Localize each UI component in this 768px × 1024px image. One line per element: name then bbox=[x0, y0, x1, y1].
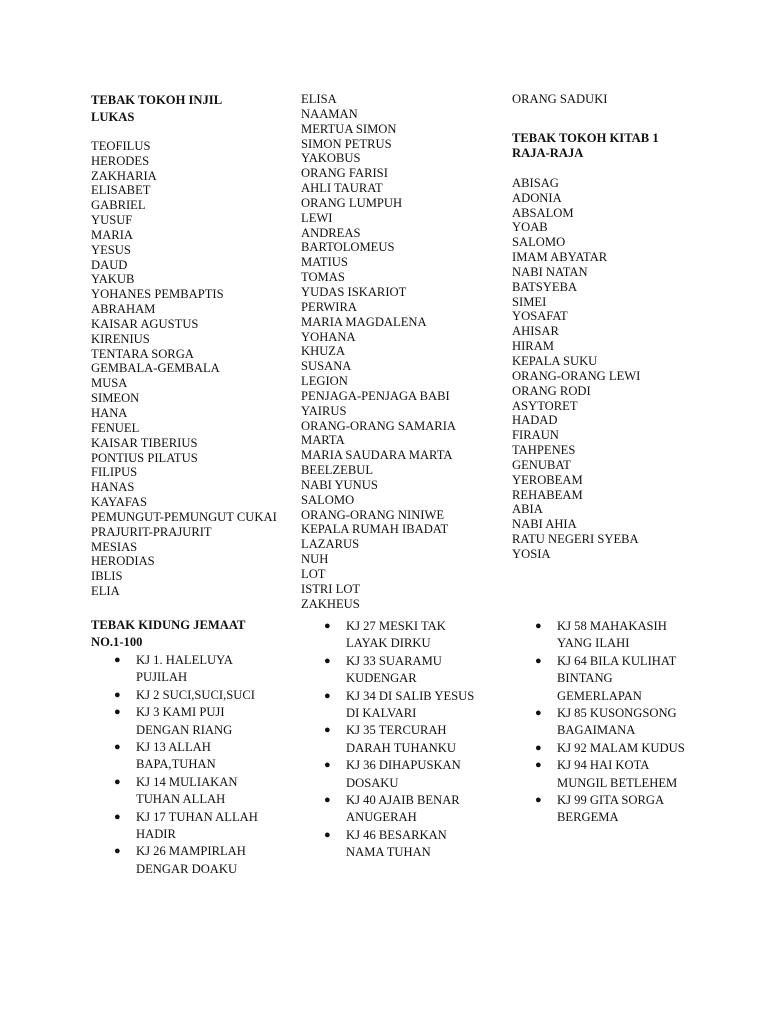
spacer bbox=[512, 162, 732, 176]
kidung-title: KJ 99 GITA SORGA BERGEMA bbox=[557, 793, 664, 825]
list-item: NAAMAN bbox=[301, 106, 358, 121]
kidung-title: KJ 34 DI SALIB YESUS DI KALVARI bbox=[346, 688, 475, 721]
list-item: YOSIA bbox=[512, 546, 551, 561]
list-item: MARIA SAUDARA MARTA bbox=[301, 448, 453, 463]
list-item: KEPALA RUMAH IBADAT bbox=[301, 522, 449, 537]
list-item: KAYAFAS bbox=[91, 495, 147, 510]
kidung-list-item bbox=[535, 705, 687, 740]
list-item: MUSA bbox=[91, 376, 128, 391]
bullet-icon: ● bbox=[114, 741, 121, 754]
list-item: KAISAR TIBERIUS bbox=[91, 435, 198, 450]
bullet-icon: ● bbox=[535, 620, 542, 632]
list-item: YAIRUS bbox=[301, 403, 347, 418]
list-item: SIMON PETRUS bbox=[301, 136, 392, 151]
bullet-icon: ● bbox=[114, 706, 121, 719]
list-item: ORANG-ORANG SAMARIA bbox=[301, 418, 456, 433]
kidung-title: KJ 35 TERCURAH DARAH TUHANKU bbox=[346, 723, 456, 755]
list-item: SALOMO bbox=[301, 492, 355, 507]
kidung-list-item bbox=[114, 774, 266, 809]
bullet-icon: ● bbox=[114, 775, 121, 788]
list-item: YUSUF bbox=[91, 213, 133, 228]
list-item: LOT bbox=[301, 567, 326, 581]
kidung-list-item bbox=[535, 792, 687, 827]
kidung-title: KJ 13 ALLAH BAPA,TUHAN bbox=[136, 740, 216, 772]
list-item: KIRENIUS bbox=[91, 331, 150, 346]
list-item: YUDAS ISKARIOT bbox=[301, 284, 407, 299]
kidung-title: KJ 64 BILA KULIHAT BINTANG GEMERLAPAN bbox=[557, 653, 677, 703]
list-item: ORANG FARISI bbox=[301, 166, 388, 181]
heading-injil-lukas: TEBAK TOKOH INJIL LUKAS bbox=[91, 93, 222, 125]
list-item: TAHPENES bbox=[512, 443, 576, 458]
list-item: ELISA bbox=[301, 92, 337, 106]
list-item: REHABEAM bbox=[512, 487, 583, 502]
list-item: LEWI bbox=[301, 210, 333, 225]
list-item: NABI YUNUS bbox=[301, 477, 378, 492]
list-item: TEOFILUS bbox=[91, 138, 151, 153]
bullet-icon: ● bbox=[324, 759, 331, 772]
list-item: YESUS bbox=[91, 242, 131, 257]
kidung-list-item bbox=[114, 704, 266, 739]
kidung-list-item bbox=[114, 652, 266, 687]
list-item: ABSALOM bbox=[512, 205, 574, 220]
list-item: KAISAR AGUSTUS bbox=[91, 316, 199, 331]
kidung-title: KJ 92 MALAM KUDUS bbox=[557, 740, 685, 755]
kidung-title: KJ 27 MESKI TAK LAYAK DIRKU bbox=[346, 619, 446, 651]
list-item: ELISABET bbox=[91, 183, 151, 198]
bullet-icon: ● bbox=[324, 620, 331, 632]
list-item: LEGION bbox=[301, 374, 348, 389]
list-item: SUSANA bbox=[301, 359, 352, 374]
bullet-icon: ● bbox=[324, 654, 331, 667]
bullet-icon: ● bbox=[535, 707, 542, 720]
list-item: SIMEON bbox=[91, 391, 140, 406]
bullet-icon: ● bbox=[535, 654, 542, 667]
list-item: MARIA MAGDALENA bbox=[301, 314, 427, 329]
list-item: DAUD bbox=[91, 257, 128, 272]
kidung-list-item bbox=[535, 757, 687, 792]
kidung-title: KJ 33 SUARAMU KUDENGAR bbox=[346, 653, 442, 686]
list-item: SIMEI bbox=[512, 294, 547, 309]
list-item: PRAJURIT-PRAJURIT bbox=[91, 524, 212, 539]
kidung-list-1 bbox=[114, 652, 266, 878]
names-list-injil-lukas-continued bbox=[301, 92, 496, 612]
kidung-list-2 bbox=[324, 618, 476, 862]
kidung-title: KJ 36 DIHAPUSKAN DOSAKU bbox=[346, 758, 461, 790]
list-item: PENJAGA-PENJAGA BABI bbox=[301, 388, 450, 403]
column-raja-raja bbox=[512, 92, 732, 562]
kidung-list-item bbox=[324, 792, 476, 827]
list-item: YOSAFAT bbox=[512, 309, 568, 324]
kidung-list-item bbox=[324, 827, 476, 862]
bullet-icon: ● bbox=[114, 654, 121, 666]
column-injil-lukas bbox=[91, 92, 281, 599]
list-item: ABISAG bbox=[512, 175, 559, 190]
list-item: NABI NATAN bbox=[512, 264, 588, 279]
list-item: YOHANA bbox=[301, 329, 356, 344]
kidung-title: KJ 1. HALELUYA PUJILAH bbox=[136, 653, 233, 685]
bullet-icon: ● bbox=[324, 794, 331, 807]
list-item: MARIA bbox=[91, 227, 133, 242]
list-item: GEMBALA-GEMBALA bbox=[91, 361, 220, 376]
list-item: LAZARUS bbox=[301, 537, 360, 552]
kidung-list-item bbox=[535, 618, 687, 653]
list-item: BEELZEBUL bbox=[301, 463, 374, 478]
kidung-list-item bbox=[114, 843, 266, 878]
list-item: BARTOLOMEUS bbox=[301, 240, 395, 255]
list-item: ORANG RODI bbox=[512, 383, 591, 398]
bullet-icon: ● bbox=[535, 741, 542, 754]
names-list-injil-lukas bbox=[91, 139, 281, 599]
kidung-title: KJ 2 SUCI,SUCI,SUCI bbox=[136, 687, 255, 702]
list-item: ZAKHARIA bbox=[91, 168, 157, 183]
list-item: ASYTORET bbox=[512, 398, 578, 413]
kidung-title: KJ 14 MULIAKAN TUHAN ALLAH bbox=[136, 774, 238, 807]
list-item: ADONIA bbox=[512, 190, 562, 205]
list-item: HERODIAS bbox=[91, 554, 155, 569]
list-item: KHUZA bbox=[301, 344, 346, 359]
kidung-list-item bbox=[324, 722, 476, 757]
list-item: HERODES bbox=[91, 153, 150, 168]
list-item: AHLI TAURAT bbox=[301, 181, 383, 196]
list-item: FIRAUN bbox=[512, 428, 559, 443]
bullet-icon: ● bbox=[535, 794, 542, 807]
list-item: ABIA bbox=[512, 502, 543, 517]
list-item: ORANG SADUKI bbox=[512, 92, 608, 106]
bullet-icon: ● bbox=[324, 689, 331, 702]
bullet-icon: ● bbox=[535, 759, 542, 772]
list-item: BATSYEBA bbox=[512, 279, 578, 294]
list-item: PONTIUS PILATUS bbox=[91, 450, 198, 465]
kidung-title: KJ 3 KAMI PUJI DENGAN RIANG bbox=[136, 705, 233, 737]
list-item: KEPALA SUKU bbox=[512, 353, 598, 368]
list-item: MESIAS bbox=[91, 539, 138, 554]
kidung-title: KJ 94 HAI KOTA MUNGIL BETLEHEM bbox=[557, 758, 678, 790]
list-item: MARTA bbox=[301, 433, 345, 448]
kidung-title: KJ 17 TUHAN ALLAH HADIR bbox=[136, 809, 258, 842]
kidung-title: KJ 58 MAHAKASIH YANG ILAHI bbox=[557, 619, 667, 651]
kidung-title: KJ 46 BESARKAN NAMA TUHAN bbox=[346, 827, 447, 860]
list-item: ORANG-ORANG NINIWE bbox=[301, 507, 445, 522]
list-item: IMAM ABYATAR bbox=[512, 250, 608, 265]
bullet-icon: ● bbox=[114, 688, 121, 701]
kidung-list-item bbox=[324, 688, 476, 723]
list-item: PERWIRA bbox=[301, 299, 357, 314]
list-item: NUH bbox=[301, 552, 329, 567]
bullet-icon: ● bbox=[114, 845, 121, 858]
heading-kidung-jemaat: TEBAK KIDUNG JEMAAT NO.1-100 bbox=[91, 618, 246, 650]
list-item: PEMUNGUT-PEMUNGUT CUKAI bbox=[91, 509, 277, 524]
list-item: SALOMO bbox=[512, 235, 566, 250]
kidung-title: KJ 26 MAMPIRLAH DENGAR DOAKU bbox=[136, 844, 246, 876]
list-item: ABRAHAM bbox=[91, 302, 156, 317]
kidung-list-item bbox=[114, 809, 266, 844]
list-item: YOHANES PEMBAPTIS bbox=[91, 287, 224, 302]
kidung-title: KJ 40 AJAIB BENAR ANUGERAH bbox=[346, 793, 460, 825]
kidung-list-item bbox=[324, 618, 476, 653]
list-item: HANA bbox=[91, 406, 128, 420]
list-item: GENUBAT bbox=[512, 457, 571, 472]
list-item: ORANG LUMPUH bbox=[301, 195, 403, 210]
spacer bbox=[512, 107, 732, 131]
kidung-list-item bbox=[324, 653, 476, 688]
spacer bbox=[91, 127, 281, 139]
list-item: ORANG-ORANG LEWI bbox=[512, 368, 641, 383]
list-item: ISTRI LOT bbox=[301, 581, 361, 596]
list-item: HIRAM bbox=[512, 339, 554, 354]
list-item: GABRIEL bbox=[91, 198, 146, 213]
kidung-title: KJ 85 KUSONGSONG BAGAIMANA bbox=[557, 706, 677, 738]
list-item: NABI AHIA bbox=[512, 517, 577, 532]
list-item: HADAD bbox=[512, 413, 558, 428]
list-item: RATU NEGERI SYEBA bbox=[512, 532, 639, 547]
kidung-list-item bbox=[114, 687, 266, 704]
kidung-list-item bbox=[324, 757, 476, 792]
names-list-raja-raja bbox=[512, 176, 732, 562]
list-item: TOMAS bbox=[301, 270, 345, 285]
list-item: AHISAR bbox=[512, 324, 559, 339]
list-item: ELIA bbox=[91, 584, 120, 599]
kidung-list-3 bbox=[535, 618, 687, 827]
list-item: ZAKHEUS bbox=[301, 596, 360, 611]
heading-raja-raja: TEBAK TOKOH KITAB 1 RAJA-RAJA bbox=[512, 130, 659, 161]
kidung-list-item bbox=[535, 653, 687, 705]
list-item: YOAB bbox=[512, 220, 548, 235]
list-item: FILIPUS bbox=[91, 465, 138, 480]
list-item: ANDREAS bbox=[301, 225, 361, 240]
list-item: FENUEL bbox=[91, 420, 140, 435]
list-item: YEROBEAM bbox=[512, 472, 583, 487]
list-item: TENTARA SORGA bbox=[91, 346, 194, 361]
list-item: IBLIS bbox=[91, 569, 123, 584]
list-item: YAKUB bbox=[91, 272, 135, 287]
kidung-list-item bbox=[114, 739, 266, 774]
bullet-icon: ● bbox=[114, 810, 121, 823]
list-item: YAKOBUS bbox=[301, 151, 361, 166]
list-item: HANAS bbox=[91, 480, 135, 495]
bullet-icon: ● bbox=[324, 724, 331, 737]
bullet-icon: ● bbox=[324, 828, 331, 841]
column-injil-lukas-continued bbox=[301, 92, 496, 612]
list-item: MATIUS bbox=[301, 255, 348, 270]
kidung-list-item bbox=[535, 740, 687, 757]
list-item: MERTUA SIMON bbox=[301, 121, 397, 136]
